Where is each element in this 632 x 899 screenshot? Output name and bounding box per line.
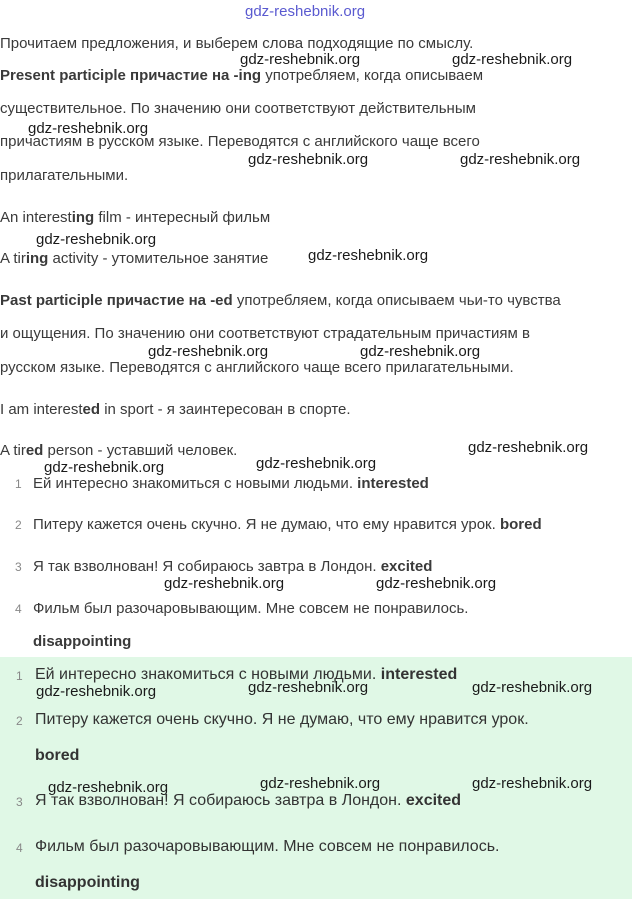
watermark: gdz-reshebnik.org bbox=[376, 575, 497, 592]
past-participle-line1 bbox=[0, 293, 561, 308]
present-participle-line1-rest: употребляем, когда описываем bbox=[261, 67, 484, 84]
example-text: A tir bbox=[0, 250, 26, 267]
item-text bbox=[33, 517, 542, 532]
example-text: film - интересный фильм bbox=[94, 209, 271, 226]
answer-word: excited bbox=[380, 558, 433, 575]
watermark: gdz-reshebnik.org bbox=[48, 779, 169, 796]
sentence: Я так взволнован! Я собираюсь завтра в Лондон. bbox=[33, 558, 377, 575]
watermark: gdz-reshebnik.org bbox=[472, 679, 593, 696]
item-number: 4 bbox=[16, 841, 23, 855]
present-example-1 bbox=[0, 210, 270, 225]
example-text: activity - утомительное занятие bbox=[48, 250, 269, 267]
present-participle-line4: прилагательными. bbox=[0, 167, 129, 184]
watermark: gdz-reshebnik.org bbox=[28, 120, 149, 137]
sentence: Ей интересно знакомиться с новыми людьми. bbox=[33, 475, 353, 492]
answer-word: disappointing bbox=[33, 633, 132, 650]
past-example-2 bbox=[0, 443, 237, 458]
example-text: in sport - я заинтересован в спорте. bbox=[100, 401, 351, 418]
watermark: gdz-reshebnik.org bbox=[164, 575, 285, 592]
example-suffix: ing bbox=[25, 250, 49, 267]
watermark: gdz-reshebnik.org bbox=[460, 151, 581, 168]
past-participle-title: Past participle причастие на -ed bbox=[0, 292, 233, 309]
item-text: Фильм был разочаровывающим. Мне совсем не понравилось. bbox=[35, 838, 500, 855]
item-number: 1 bbox=[16, 669, 23, 683]
watermark: gdz-reshebnik.org bbox=[468, 439, 589, 456]
present-participle-title: Present participle причастие на -ing bbox=[0, 67, 262, 84]
answer-word: bored bbox=[35, 747, 80, 764]
past-participle-line1-rest: употребляем, когда описываем чьи-то чувства bbox=[232, 292, 561, 309]
watermark: gdz-reshebnik.org bbox=[472, 775, 593, 792]
item-number: 3 bbox=[16, 795, 23, 809]
watermark: gdz-reshebnik.org bbox=[44, 459, 165, 476]
past-example-1 bbox=[0, 402, 351, 417]
past-participle-line2: и ощущения. По значению они соответствуют страдательным причастиям в bbox=[0, 325, 530, 342]
watermark-top: gdz-reshebnik.org bbox=[245, 3, 366, 20]
sentence: Питеру кажется очень скучно. Я не думаю, что ему нравится урок. bbox=[33, 516, 496, 533]
example-suffix: ed bbox=[25, 442, 44, 459]
watermark: gdz-reshebnik.org bbox=[248, 151, 369, 168]
watermark: gdz-reshebnik.org bbox=[240, 51, 361, 68]
item-text bbox=[33, 476, 429, 491]
sentence: Я так взволнован! Я собираюсь завтра в Лондон. bbox=[35, 792, 402, 809]
example-text: An interest bbox=[0, 209, 72, 226]
item-text bbox=[35, 667, 457, 683]
example-text: I am interest bbox=[0, 401, 83, 418]
example-text: person - уставший человек. bbox=[43, 442, 238, 459]
item-number: 1 bbox=[15, 477, 22, 491]
present-example-2 bbox=[0, 251, 268, 266]
watermark: gdz-reshebnik.org bbox=[308, 247, 429, 264]
present-participle-line1 bbox=[0, 68, 483, 83]
answer-word: excited bbox=[405, 792, 462, 809]
answer-word: bored bbox=[499, 516, 542, 533]
intro-text: Прочитаем предложения, и выберем слова подходящие по смыслу. bbox=[0, 35, 474, 52]
watermark: gdz-reshebnik.org bbox=[360, 343, 481, 360]
item-text: Питеру кажется очень скучно. Я не думаю, что ему нравится урок. bbox=[35, 711, 529, 728]
watermark: gdz-reshebnik.org bbox=[248, 679, 369, 696]
watermark: gdz-reshebnik.org bbox=[148, 343, 269, 360]
watermark: gdz-reshebnik.org bbox=[256, 455, 377, 472]
item-number: 2 bbox=[16, 714, 23, 728]
watermark: gdz-reshebnik.org bbox=[260, 775, 381, 792]
past-participle-line3: русском языке. Переводятся с английского чаще всего прилагательными. bbox=[0, 359, 514, 376]
example-suffix: ing bbox=[71, 209, 95, 226]
answer-word: interested bbox=[380, 666, 458, 683]
item-number: 2 bbox=[15, 518, 22, 532]
watermark: gdz-reshebnik.org bbox=[36, 231, 157, 248]
sentence: Ей интересно знакомиться с новыми людьми. bbox=[35, 666, 377, 683]
present-participle-line2: существительное. По значению они соответствуют действительным bbox=[0, 100, 476, 117]
item-number: 4 bbox=[15, 602, 22, 616]
answer-word: disappointing bbox=[35, 874, 140, 891]
item-number: 3 bbox=[15, 560, 22, 574]
example-suffix: ed bbox=[82, 401, 101, 418]
example-text: A tir bbox=[0, 442, 26, 459]
answer-word: interested bbox=[357, 475, 429, 492]
watermark: gdz-reshebnik.org bbox=[36, 683, 157, 700]
item-text: Фильм был разочаровывающим. Мне совсем не понравилось. bbox=[33, 600, 469, 617]
watermark: gdz-reshebnik.org bbox=[452, 51, 573, 68]
present-participle-line3: причастиям в русском языке. Переводятся с английского чаще всего bbox=[0, 133, 480, 150]
item-text bbox=[33, 559, 432, 574]
